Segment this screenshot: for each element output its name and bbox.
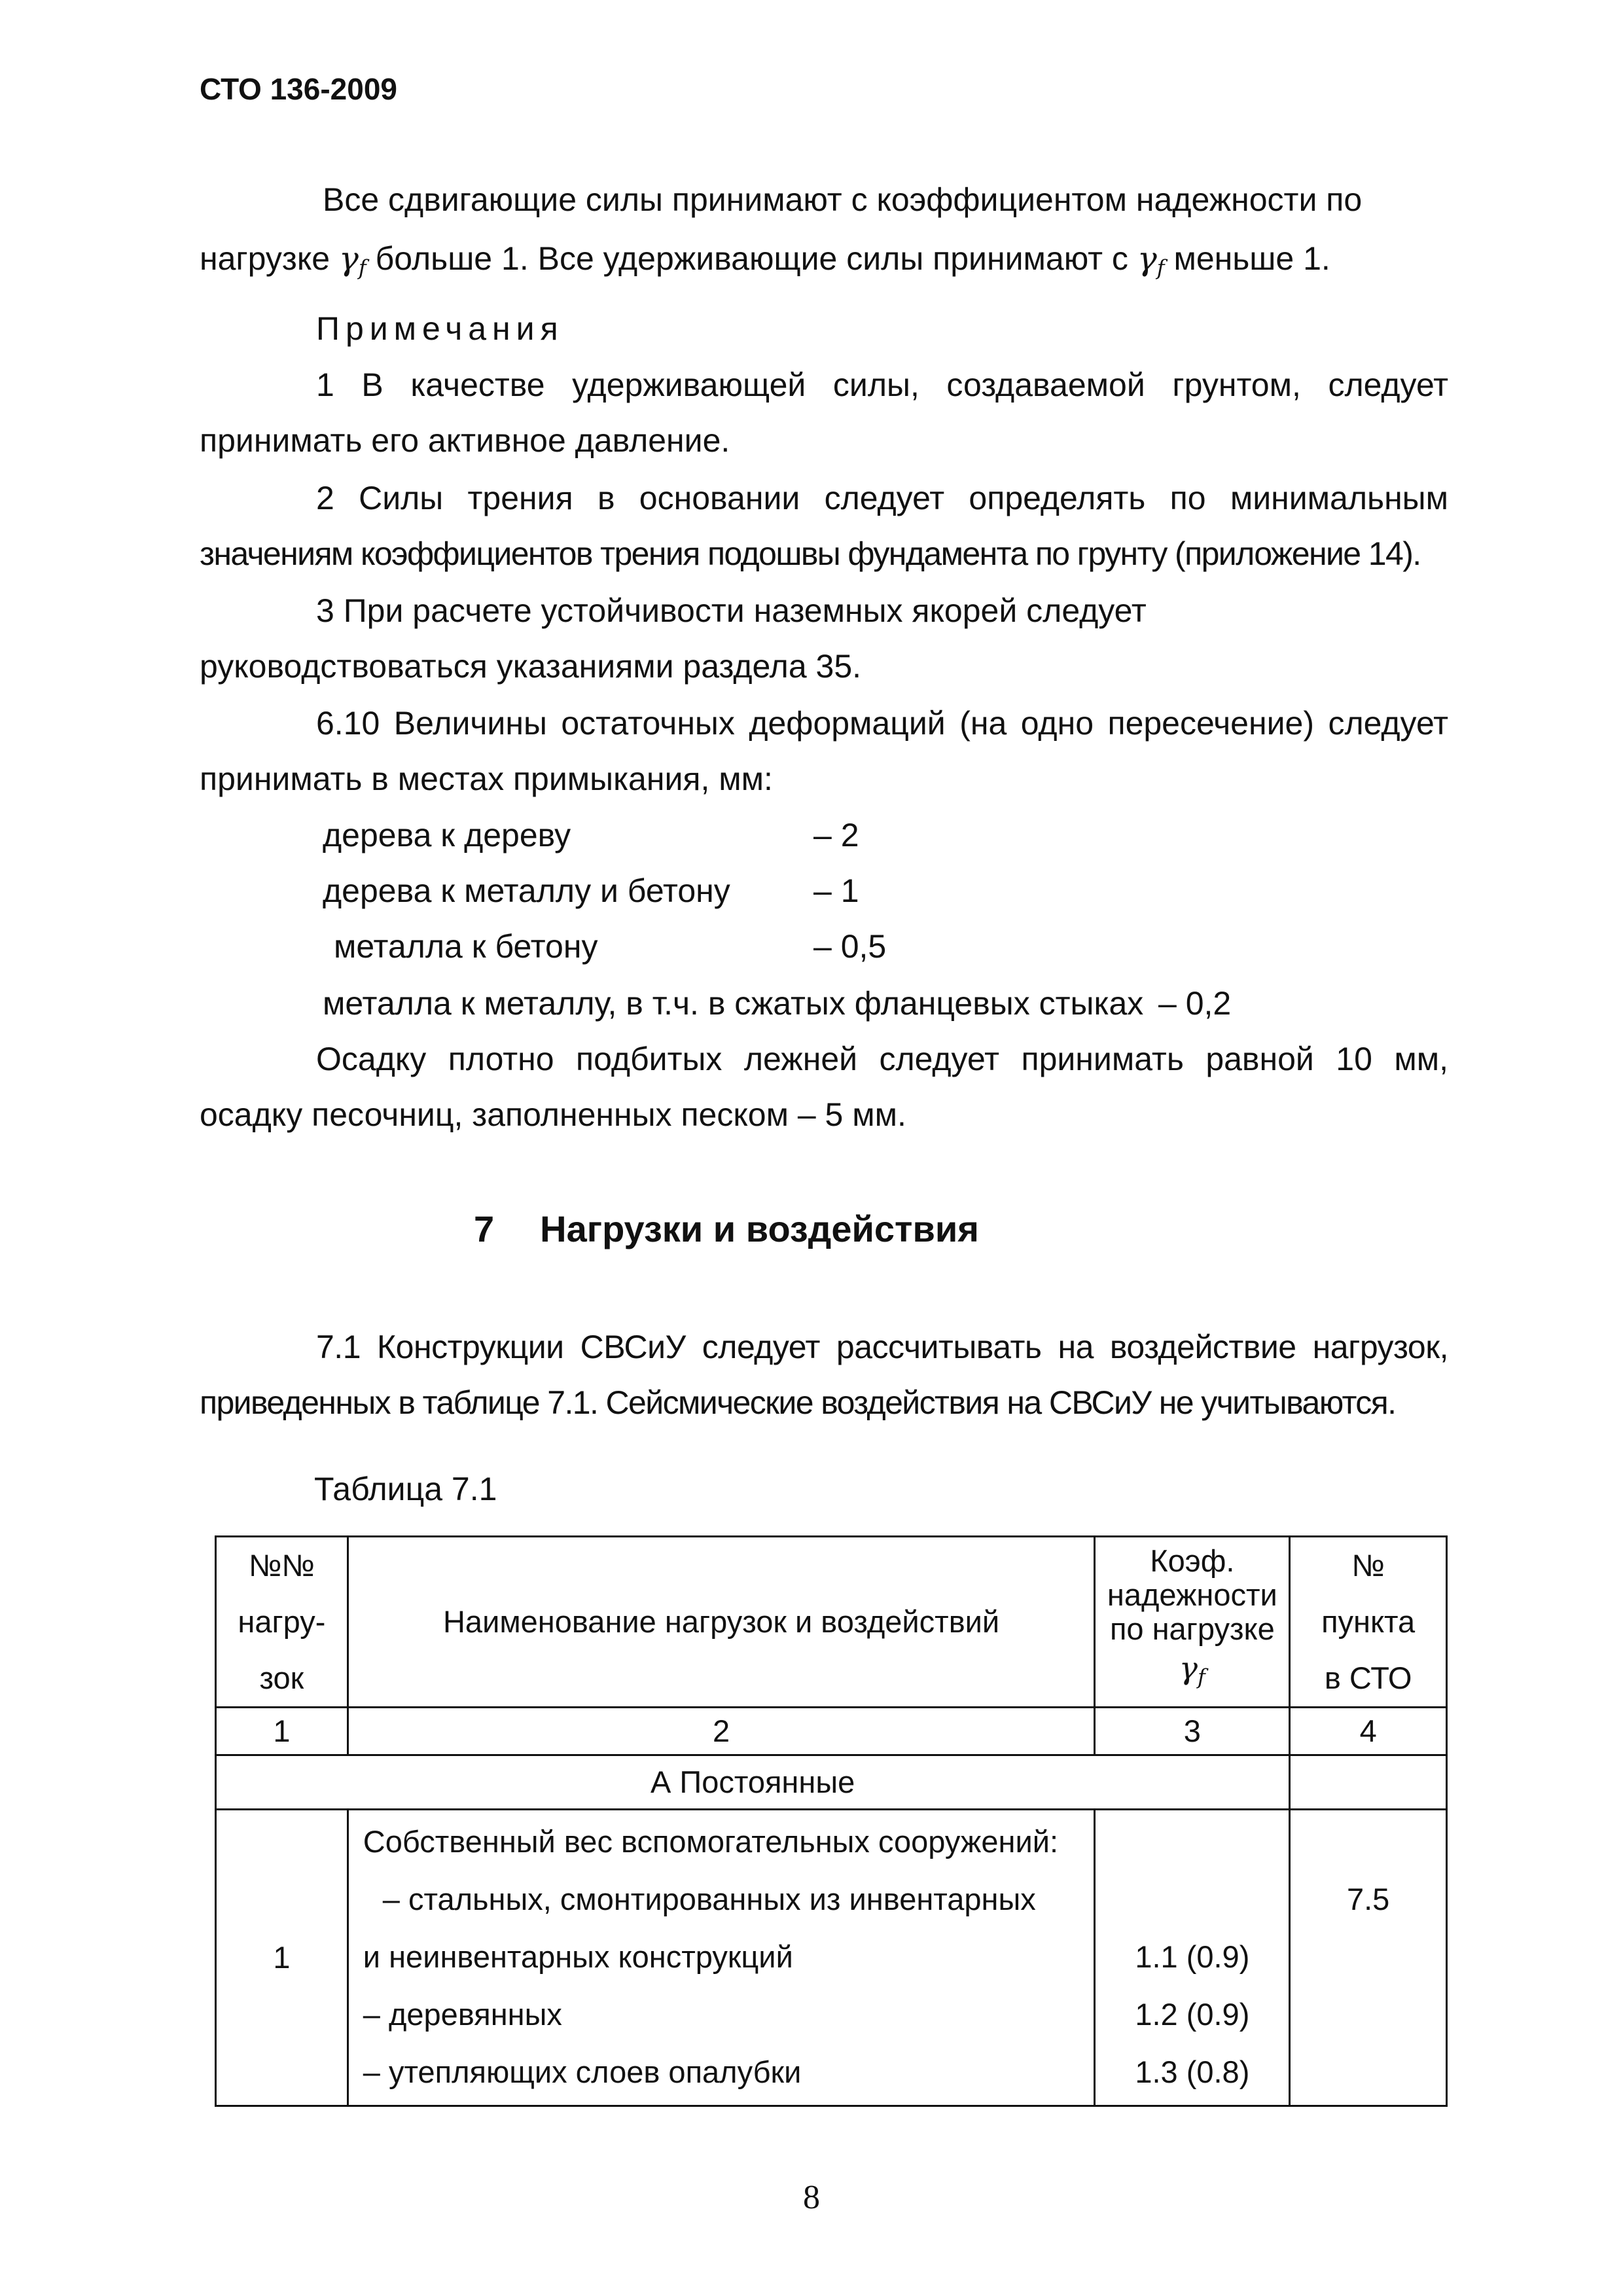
column-number-row — [216, 1708, 1447, 1755]
section-title: Нагрузки и воздействия — [540, 1208, 979, 1249]
text-fragment: меньше 1. — [1173, 240, 1330, 277]
gamma-f-symbol: $\gamma_f$ — [1137, 240, 1165, 280]
section-number: 7 — [474, 1208, 495, 1249]
column-number: 3 — [1095, 1708, 1290, 1755]
header-col-1: №№ нагру- зок — [216, 1537, 348, 1708]
paragraph-line: Все сдвигающие силы принимают с коэффициентом надежности по — [323, 181, 1363, 218]
text-fragment: больше 1. Все удерживающие силы принимают с — [375, 240, 1128, 277]
section-heading — [196, 1203, 1257, 1255]
paragraph-7-1-line-2: приведенных в таблице 7.1. Сейсмические воздействия на СВСиУ не учитываются. — [200, 1384, 1396, 1421]
table-caption: Таблица 7.1 — [314, 1471, 497, 1507]
deformation-value: – 0,2 — [1158, 985, 1232, 1022]
note-3-line-2: руководствоваться указаниями раздела 35. — [200, 648, 862, 685]
deformation-label: дерева к металлу и бетону — [323, 872, 730, 909]
gamma-f-symbol: $\gamma_f$ — [338, 240, 366, 280]
header-col-4: № пункта в СТО — [1290, 1537, 1447, 1708]
deformation-label: металла к бетону — [334, 928, 598, 965]
note-2-line-2: значениям коэффициентов трения подошвы фундамента по грунту (приложение 14). — [200, 535, 1421, 572]
header-col-2: Наименование нагрузок и воздействий — [348, 1537, 1095, 1708]
loads-table — [215, 1535, 1448, 2107]
group-label: А Постоянные — [216, 1755, 1290, 1810]
deformation-value: – 0,5 — [813, 928, 887, 965]
deformation-value: – 2 — [813, 817, 859, 853]
paragraph-6-10-line-1: 6.10 Величины остаточных деформаций (на одно пересечение) следует — [316, 705, 1448, 742]
paragraph-7-1-line-1: 7.1 Конструкции СВСиУ следует рассчитывать на воздействие нагрузок, — [316, 1329, 1448, 1365]
settlement-line-2: осадку песочниц, заполненных песком – 5 мм. — [200, 1096, 906, 1133]
column-number: 2 — [348, 1708, 1095, 1755]
row-clause: 7.5 — [1290, 1810, 1447, 2106]
row-number: 1 — [216, 1810, 348, 2106]
document-code: СТО 136-2009 — [200, 72, 397, 106]
paragraph-6-10-line-2: принимать в местах примыкания, мм: — [200, 761, 773, 797]
note-1-line-2: принимать его активное давление. — [200, 422, 730, 459]
page-number: 8 — [803, 2179, 820, 2216]
note-1-line-1: 1 В качестве удерживающей силы, создаваемой грунтом, следует — [316, 367, 1448, 403]
group-empty-cell — [1290, 1755, 1447, 1810]
row-description: Собственный вес вспомогательных сооружений: – стальных, смонтированных из инвентарных и неинвентарных конструкций – деревянных – утепляющих слоев опалубки — [348, 1810, 1095, 2106]
table-header-row — [216, 1537, 1447, 1708]
note-3-line-1: 3 При расчете устойчивости наземных якорей следует — [316, 592, 1147, 629]
deformation-label: металла к металлу, в т.ч. в сжатых фланцевых стыках — [323, 985, 1144, 1022]
settlement-line-1: Осадку плотно подбитых лежней следует принимать равной 10 мм, — [316, 1041, 1448, 1077]
group-row — [216, 1755, 1447, 1810]
column-number: 4 — [1290, 1708, 1447, 1755]
table-row — [216, 1810, 1447, 2106]
note-2-line-1: 2 Силы трения в основании следует определять по минимальным — [316, 480, 1448, 516]
text-fragment: нагрузке — [200, 240, 330, 277]
column-number: 1 — [216, 1708, 348, 1755]
notes-title: Примечания — [316, 310, 564, 347]
deformation-value: – 1 — [813, 872, 859, 909]
deformation-label: дерева к дереву — [323, 817, 571, 853]
header-col-3: Коэф. надежности по нагрузке $\gamma_f$ — [1095, 1537, 1290, 1708]
row-coefficients: 1.1 (0.9) 1.2 (0.9) 1.3 (0.8) — [1095, 1810, 1290, 2106]
paragraph-line — [200, 230, 1330, 296]
